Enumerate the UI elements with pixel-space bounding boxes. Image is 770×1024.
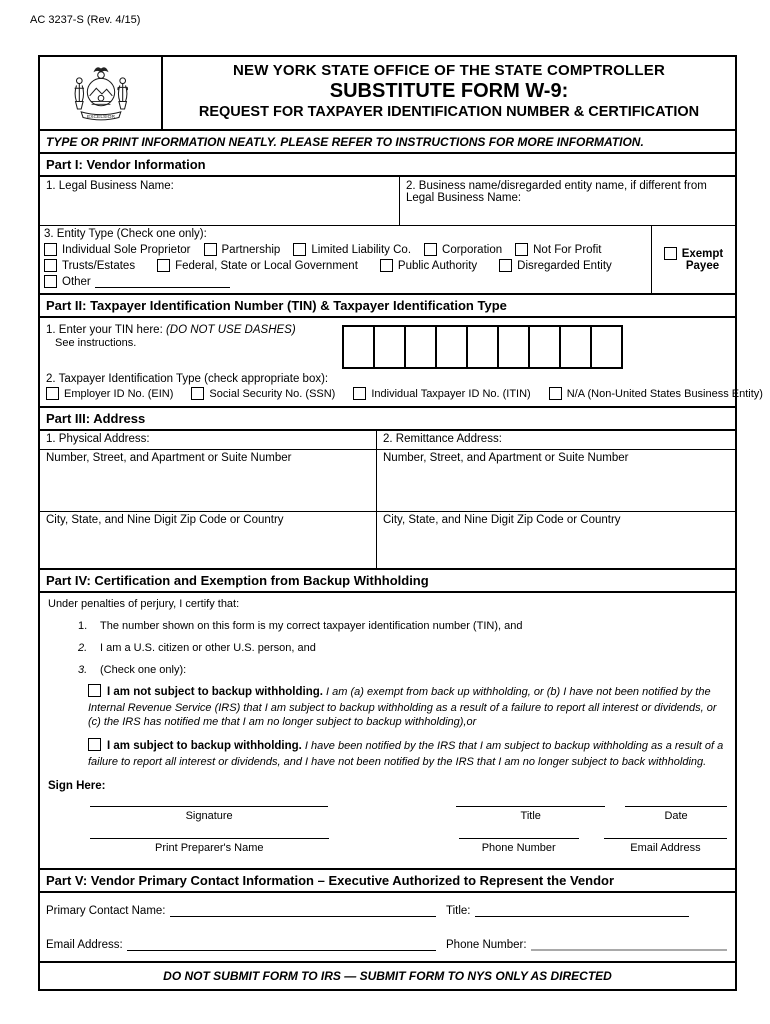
tin-boxes	[342, 325, 623, 369]
title-line[interactable]	[456, 806, 605, 807]
entity-type-label: 3. Entity Type (Check one only):	[44, 228, 207, 240]
date-line[interactable]	[625, 806, 727, 807]
contact-email-line[interactable]	[127, 937, 436, 951]
partnership-checkbox[interactable]	[204, 243, 217, 256]
header-form-title: SUBSTITUTE FORM W-9:	[329, 80, 569, 102]
entity-option-corporation	[424, 243, 502, 256]
contact-title-group	[446, 903, 729, 917]
disregarded-entity-label: Disregarded Entity	[517, 259, 612, 272]
exempt-payee-label-line2: Payee	[685, 260, 720, 272]
header-agency: NEW YORK STATE OFFICE OF THE STATE COMPTROLLER	[233, 62, 665, 79]
public-authority-checkbox[interactable]	[380, 259, 393, 272]
email-address-field	[604, 838, 727, 854]
part5-title: Part V: Vendor Primary Contact Information – Executive Authorized to Represent the Vendor	[40, 868, 735, 893]
part1-name-fields	[40, 177, 735, 225]
tin-row	[40, 318, 735, 373]
disregarded-entity-checkbox[interactable]	[499, 259, 512, 272]
taxpayer-id-type-row	[40, 373, 763, 406]
legal-business-name-field[interactable]	[40, 177, 400, 225]
email-address-label: Email Address	[630, 841, 701, 854]
not-for-profit-label: Not For Profit	[533, 243, 602, 256]
itin-label: Individual Taxpayer ID No. (ITIN)	[371, 387, 531, 400]
tin-digit-box-1[interactable]	[342, 325, 375, 369]
subject-bold-text: I am subject to backup withholding.	[107, 740, 302, 753]
signature-label: Signature	[185, 809, 233, 822]
subject-italic-text: I have been notified by the IRS that I am subject to backup withholding as a result of a failure to report all interest or dividends, and I have not been notified by the IRS that I am no longer subject to back withholding.	[88, 740, 724, 768]
contact-phone-group	[446, 937, 729, 951]
tin-see-instructions: See instructions.	[55, 337, 137, 349]
not-subject-italic-text: I am (a) exempt from back up withholding, or (b) I have not been notified by the Internal Revenue Service (IRS) that I am subject to backup withholding as a result of a failure to report all interest or dividends, or (c) the IRS has notified me that I am no longer subject to backup withholding),or	[88, 686, 717, 729]
entity-option-trusts-estates	[44, 259, 135, 272]
entity-option-individual-sole-proprietor	[44, 243, 191, 256]
other-input-line[interactable]	[95, 276, 230, 288]
signature-row-2	[48, 838, 727, 854]
entity-option-partnership	[204, 243, 281, 256]
primary-contact-name-label: Primary Contact Name:	[46, 904, 166, 917]
part1-title: Part I: Vendor Information	[40, 152, 735, 177]
na-non-us-label: N/A (Non-United States Business Entity)	[566, 387, 763, 400]
instruction-line: TYPE OR PRINT INFORMATION NEATLY. PLEASE REFER TO INSTRUCTIONS FOR MORE INFORMATION.	[46, 135, 644, 149]
na-non-us-checkbox[interactable]	[549, 387, 562, 400]
contact-phone-label: Phone Number:	[446, 938, 527, 951]
entity-options-row2	[44, 259, 647, 272]
remittance-city-field[interactable]	[377, 512, 735, 568]
ssn-label: Social Security No. (SSN)	[209, 387, 336, 400]
not-for-profit-checkbox[interactable]	[515, 243, 528, 256]
title-cell	[163, 57, 735, 129]
contact-email-group	[46, 937, 436, 951]
contact-title-line[interactable]	[475, 903, 690, 917]
preparer-name-line[interactable]	[90, 838, 329, 839]
tin-digit-box-8[interactable]	[559, 325, 592, 369]
not-subject-backup-withholding-checkbox[interactable]	[88, 684, 101, 697]
other-checkbox[interactable]	[44, 275, 57, 288]
trusts-estates-checkbox[interactable]	[44, 259, 57, 272]
entity-option-disregarded-entity	[499, 259, 612, 272]
title-label: Title	[520, 809, 541, 822]
title-field	[456, 806, 605, 822]
email-address-line[interactable]	[604, 838, 727, 839]
entity-option-other	[44, 275, 230, 288]
taxpayer-type-option-ssn	[191, 387, 335, 400]
logo-motto: EXCELSIOR	[86, 114, 115, 120]
tin-label: 1. Enter your TIN here:	[46, 324, 163, 336]
taxpayer-id-type-options	[46, 387, 763, 400]
form-header	[40, 57, 735, 131]
physical-city-field[interactable]	[40, 512, 377, 568]
legal-business-name-label: 1. Legal Business Name:	[46, 180, 174, 192]
remittance-street-field[interactable]	[377, 450, 735, 512]
tin-digit-box-3[interactable]	[404, 325, 437, 369]
limited-liability-co-label: Limited Liability Co.	[311, 243, 412, 256]
subject-backup-withholding-checkbox[interactable]	[88, 738, 101, 751]
entity-option-federal-state-local-government	[157, 259, 358, 272]
preparer-name-label: Print Preparer's Name	[155, 841, 264, 854]
item1-text: The number shown on this form is my correct taxpayer identification number (TIN), and	[100, 620, 523, 632]
part3-title: Part III: Address	[40, 406, 735, 431]
taxpayer-type-option-na-non-us	[549, 387, 763, 400]
date-label: Date	[664, 809, 688, 822]
phone-number-field	[459, 838, 579, 854]
corporation-label: Corporation	[442, 243, 503, 256]
tin-digit-box-2[interactable]	[373, 325, 406, 369]
taxpayer-type-option-itin	[353, 387, 530, 400]
itin-checkbox[interactable]	[353, 387, 366, 400]
not-subject-bold-text: I am not subject to backup withholding.	[107, 686, 323, 698]
physical-city-label: City, State, and Nine Digit Zip Code or Country	[46, 514, 284, 526]
part2-title: Part II: Taxpayer Identification Number (TIN) & Taxpayer Identification Type	[40, 293, 735, 318]
contact-row-2	[46, 937, 729, 951]
header-form-subtitle: REQUEST FOR TAXPAYER IDENTIFICATION NUMBER & CERTIFICATION	[198, 104, 700, 120]
item1-number: 1.	[78, 620, 88, 632]
entity-option-public-authority	[380, 259, 477, 272]
physical-street-field[interactable]	[40, 450, 377, 512]
contact-row-1	[46, 903, 729, 917]
ein-label: Employer ID No. (EIN)	[64, 387, 174, 400]
entity-type-main	[40, 226, 651, 293]
physical-address-header: 1. Physical Address:	[40, 431, 377, 450]
signature-line[interactable]	[90, 806, 328, 807]
tin-digit-box-4[interactable]	[435, 325, 468, 369]
limited-liability-co-checkbox[interactable]	[293, 243, 306, 256]
exempt-payee-option	[664, 247, 724, 260]
remittance-street-label: Number, Street, and Apartment or Suite Number	[383, 452, 629, 464]
trusts-estates-label: Trusts/Estates	[62, 259, 136, 272]
phone-number-line[interactable]	[459, 838, 579, 839]
logo-cell	[40, 57, 163, 129]
subject-backup-withholding-option	[88, 738, 727, 769]
contact-phone-line[interactable]	[531, 937, 727, 951]
certification-item-2	[78, 642, 727, 654]
item3-text: (Check one only):	[100, 664, 187, 676]
entity-option-not-for-profit	[515, 243, 601, 256]
phone-number-label: Phone Number	[481, 841, 556, 854]
remittance-address-header: 2. Remittance Address:	[377, 431, 735, 450]
signature-row-1	[48, 806, 727, 822]
ssn-checkbox[interactable]	[191, 387, 204, 400]
taxpayer-id-type-label: 2. Taxpayer Identification Type (check appropriate box):	[46, 373, 329, 385]
certification-item-1	[78, 620, 727, 632]
nys-coat-of-arms-logo	[52, 60, 150, 126]
individual-sole-proprietor-checkbox[interactable]	[44, 243, 57, 256]
date-field	[625, 806, 727, 822]
corporation-checkbox[interactable]	[424, 243, 437, 256]
exempt-payee-checkbox[interactable]	[664, 247, 677, 260]
federal-state-local-government-label: Federal, State or Local Government	[175, 259, 358, 272]
sign-here-label: Sign Here:	[48, 779, 106, 792]
tin-digit-box-5[interactable]	[466, 325, 499, 369]
preparer-name-field	[90, 838, 329, 854]
primary-contact-block	[40, 893, 735, 961]
certification-item-3	[78, 664, 727, 676]
entity-option-limited-liability-co	[293, 243, 411, 256]
exempt-payee-label-line1: Exempt	[681, 247, 724, 260]
form-code: AC 3237-S (Rev. 4/15)	[30, 14, 141, 26]
individual-sole-proprietor-label: Individual Sole Proprietor	[62, 243, 191, 256]
primary-contact-name-group	[46, 903, 436, 917]
exempt-payee-cell	[651, 226, 735, 293]
federal-state-local-government-checkbox[interactable]	[157, 259, 170, 272]
tin-no-dashes-note: (DO NOT USE DASHES)	[165, 324, 296, 336]
business-name-field[interactable]	[400, 177, 735, 225]
not-subject-backup-withholding-option	[88, 684, 727, 730]
entity-type-row	[40, 225, 735, 293]
partnership-label: Partnership	[221, 243, 281, 256]
signature-field	[90, 806, 328, 822]
contact-title-label: Title:	[446, 904, 471, 917]
business-name-label: 2. Business name/disregarded entity name, if different from Legal Business Name:	[406, 180, 707, 204]
item2-text: I am a U.S. citizen or other U.S. person, and	[100, 642, 316, 654]
remittance-city-label: City, State, and Nine Digit Zip Code or Country	[383, 514, 621, 526]
ein-checkbox[interactable]	[46, 387, 59, 400]
certification-block	[40, 593, 735, 868]
footer-directive: DO NOT SUBMIT FORM TO IRS — SUBMIT FORM TO NYS ONLY AS DIRECTED	[40, 961, 735, 989]
physical-street-label: Number, Street, and Apartment or Suite Number	[46, 452, 292, 464]
tin-digit-box-6[interactable]	[497, 325, 530, 369]
item2-number: 2.	[78, 642, 88, 654]
contact-email-label: Email Address:	[46, 938, 123, 951]
public-authority-label: Public Authority	[397, 259, 478, 272]
tin-label-block	[46, 324, 342, 369]
part4-title: Part IV: Certification and Exemption from Backup Withholding	[40, 568, 735, 593]
tin-digit-box-7[interactable]	[528, 325, 561, 369]
item3-number: 3.	[78, 664, 88, 676]
certification-intro: Under penalties of perjury, I certify that:	[48, 598, 240, 610]
form-table	[38, 55, 763, 991]
other-label: Other	[62, 275, 91, 288]
taxpayer-type-option-ein	[46, 387, 173, 400]
entity-options-row3	[44, 275, 647, 288]
address-grid	[40, 431, 735, 568]
tin-digit-box-9[interactable]	[590, 325, 623, 369]
entity-options-row1	[44, 243, 647, 256]
primary-contact-name-line[interactable]	[170, 903, 436, 917]
